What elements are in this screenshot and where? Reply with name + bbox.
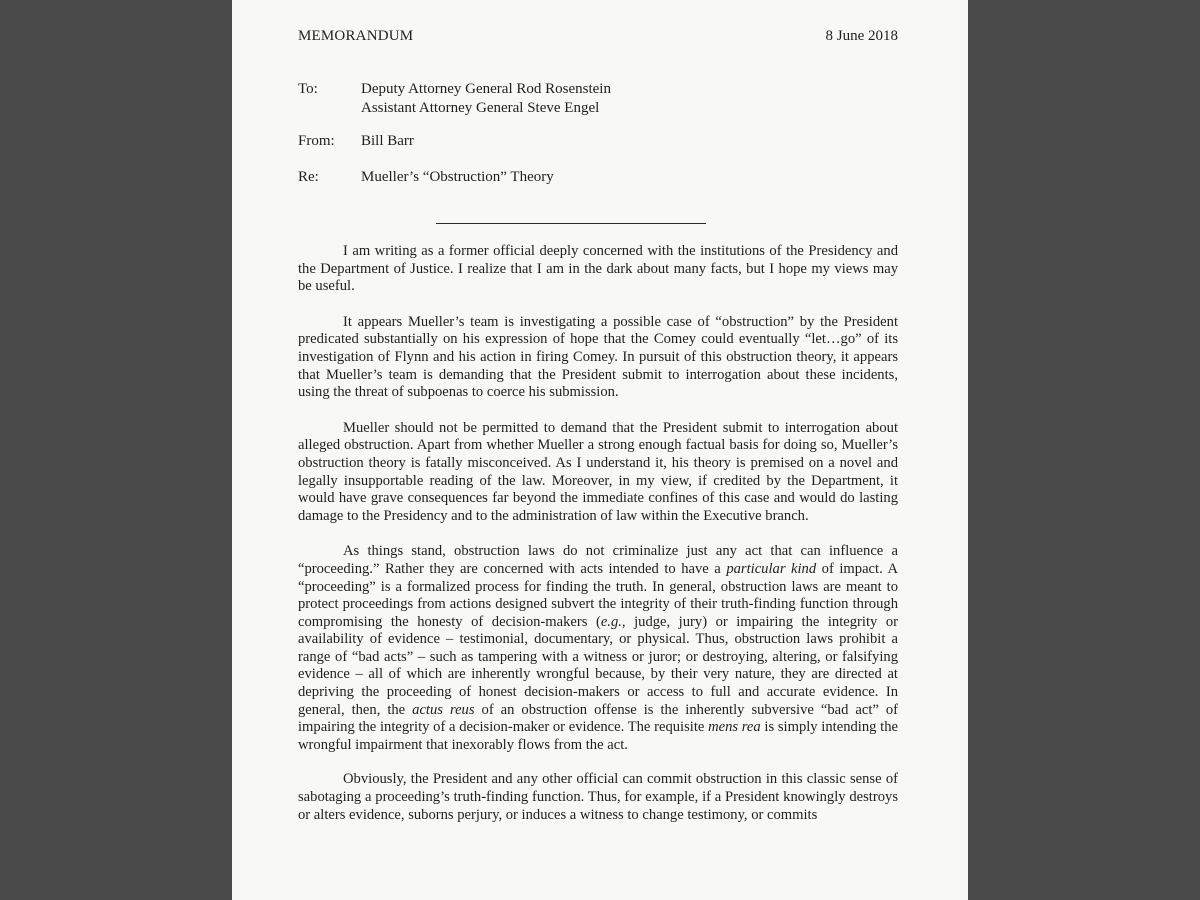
p4-emphasis: particular kind — [726, 560, 817, 577]
memo-page — [232, 0, 968, 900]
memo-title: MEMORANDUM — [298, 28, 414, 44]
p4-text: of impact. A “proceeding” is a formalized process for finding the truth. In general, obstruction laws are meant to protect proceedings from actions designed subvert the integrity of their truth-finding function through compromising the honesty of decision-makers ( — [298, 560, 898, 630]
p4-text: As things stand, obstruction laws do not criminalize just any act that can influence a “proceeding.” Rather they are concerned with acts intended to have a — [298, 543, 898, 577]
to-recipients — [361, 80, 898, 118]
p4-emphasis: e.g., — [600, 613, 626, 630]
p4-text: judge, jury) or impairing the integrity or availability of evidence – testimonial, documentary, or physical. Thus, obstruction laws prohibit a range of “bad acts” – such as tampering with a witness or juror; or destroying, altering, or falsifying evidence – all of which are inherently wrongful because, by their very nature, they are directed at depriving the proceeding of honest decision-makers or access to full and accurate evidence. In general, then, the — [298, 613, 899, 718]
body-paragraph-5: Obviously, the President and any other official can commit obstruction in this classic sense of sabotaging a proceeding’s truth-finding function. Thus, for example, if a President knowingly destroys or alters evidence, suborns perjury, or induces a witness to change testimony, or commits — [298, 771, 898, 823]
from-label: From: — [298, 133, 335, 149]
re-row — [298, 168, 898, 187]
from-value: Bill Barr — [361, 133, 414, 149]
p4-text: is simply intending the wrongful impairment that inexorably flows from the act. — [298, 719, 898, 753]
header-divider — [436, 223, 706, 224]
memo-header — [298, 80, 898, 187]
from-row — [298, 132, 898, 151]
body-paragraph-3: Mueller should not be permitted to demand that the President submit to interrogation about alleged obstruction. Apart from whether Mueller a strong enough factual basis for doing so, Mueller’s obstruction theory is fatally misconceived. As I understand it, his theory is premised on a novel and legally insupportable reading of the law. Moreover, in my view, if credited by the Department, it would have grave consequences far beyond the immediate confines of this case and would do lasting damage to the Presidency and to the administration of law within the Executive branch. — [298, 419, 898, 524]
memo-date: 8 June 2018 — [825, 28, 898, 44]
body-paragraph-4 — [298, 543, 898, 754]
re-subject: Mueller’s “Obstruction” Theory — [361, 169, 554, 185]
memo-masthead — [298, 28, 898, 62]
p4-emphasis: mens rea — [708, 719, 761, 736]
body-paragraph-1: I am writing as a former official deeply concerned with the institutions of the Presidency and the Department of Justice. I realize that I am in the dark about many facts, but I hope my views may be useful. — [298, 243, 898, 295]
re-label: Re: — [298, 169, 319, 185]
p4-text: of an obstruction offense is the inherently subversive “bad act” of impairing the integrity of a decision-maker or evidence. The requisite — [298, 701, 899, 736]
to-label: To: — [298, 81, 318, 97]
body-paragraph-2: It appears Mueller’s team is investigating a possible case of “obstruction” by the President predicated substantially on his expression of hope that the Comey could eventually “let…go” of its investigation of Flynn and his action in firing Comey. In pursuit of this obstruction theory, it appears that Mueller’s team is demanding that the President submit to interrogation about these incidents, using the threat of subpoenas to coerce his submission. — [298, 313, 898, 401]
to-recipient: Assistant Attorney General Steve Engel — [361, 100, 600, 116]
p4-emphasis: actus reus — [412, 701, 475, 718]
to-recipient: Deputy Attorney General Rod Rosenstein — [361, 81, 611, 97]
to-row — [298, 80, 898, 118]
